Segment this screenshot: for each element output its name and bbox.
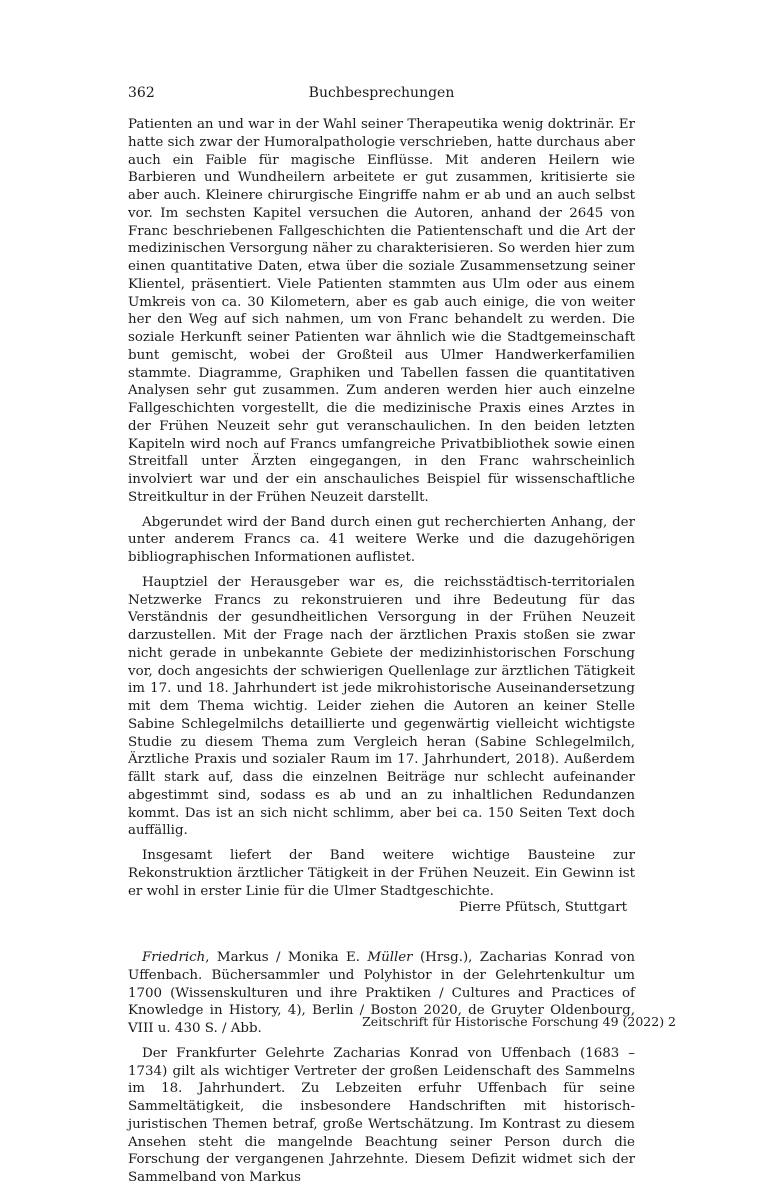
- paragraph: Insgesamt liefert der Band weitere wichtige Bausteine zur Rekonstruktion ärztlicher Tätigkeit in der Frühen Neuzeit. Ein Gewinn ist er wohl in erster Linie für die Ulmer Stadtgeschichte.: [128, 848, 635, 899]
- review-body: Der Frankfurter Gelehrte Zacharias Konrad von Uffenbach (1683 – 1734) gilt als wichtiger Vertreter der großen Leidenschaft des Sammelns im 18. Jahrhundert. Zu Lebzeiten erfuhr Uffenbach für seine Sammeltätigkeit, die insbesondere Handschriften mit historisch-juristischen Themen betraf, große Wertschätzung. Im Kontrast zu diesem Ansehen steht die mangelnde Beachtung seiner Person durch die Forschung der vergangenen Jahrzehnte. Diesem Defizit widmet sich der Sammelband von Markus: [128, 1045, 635, 1185]
- paragraph: Abgerundet wird der Band durch einen gut recherchierten Anhang, der unter anderem Francs ca. 41 weitere Werke und die dazugehörigen bibliographischen Informationen auflistet.: [128, 514, 635, 565]
- journal-footer: Zeitschrift für Historische Forschung 49 (2022) 2: [362, 1014, 676, 1029]
- paragraph: Patienten an und war in der Wahl seiner Therapeutika wenig doktrinär. Er hatte sich zwar der Humoralpathologie verschrieben, hatte durchaus aber auch ein Faible für magische Einflüsse. Mit anderen Heilern wie Barbieren und Wundheilern arbeitete er gut zusammen, kritisierte sie aber auch. Kleinere chirurgische Eingriffe nahm er ab und an auch selbst vor. Im sechsten Kapitel versuchen die Autoren, anhand der 2645 von Franc beschriebenen Fallgeschichten die Patientenschaft und die Art der medizinischen Versorgung näher zu charakterisieren. So werden hier zum einen quantitative Daten, etwa über die soziale Zusammensetzung seiner Klientel, präsentiert. Viele Patienten stammten aus Ulm oder aus einem Umkreis von ca. 30 Kilometern, aber es gab auch einige, die von weiter her den Weg auf sich nahmen, um von Franc behandelt zu werden. Die soziale Herkunft seiner Patienten war ähnlich wie die Stadtgemeinschaft bunt gemischt, wobei der Großteil aus Ulmer Handwerkerfamilien stammte. Diagramme, Graphiken und Tabellen fassen die quantitativen Analysen sehr gut zusammen. Zum anderen werden hier auch einzelne Fallgeschichten vorgestellt, die die medizinische Praxis eines Arztes in der Frühen Neuzeit sehr gut veranschaulichen. In den beiden letzten Kapiteln wird noch auf Francs umfangreiche Privatbibliothek sowie einen Streitfall unter Ärzten eingegangen, in den Franc wahrscheinlich involviert war und der ein anschauliches Beispiel für wissenschaftliche Streitkultur in der Frühen Neuzeit darstellt.: [128, 117, 635, 505]
- section-title: Buchbesprechungen: [308, 85, 455, 101]
- author-surname: Müller: [367, 950, 413, 965]
- citation-text: (Hrsg.), Zacharias Konrad von Uffenbach. Büchersammler und Polyhistor in der Gelehrtenkultur um 1700 (Wissenskulturen und ihre Praktiken / Cultures and Practices of Knowledge in History, 4), Berlin / Boston 2020, de Gruyter Oldenbourg, VIII u. 430 S. / Abb.: [128, 950, 635, 1036]
- reviewer-signature: Pierre Pfütsch, Stuttgart: [459, 900, 627, 916]
- page-number: 362: [128, 85, 155, 101]
- paragraph: Hauptziel der Herausgeber war es, die reichsstädtisch-territorialen Netzwerke Francs zu rekonstruieren und ihre Bedeutung für das Verständnis der gesundheitlichen Versorgung in der Frühen Neuzeit darzustellen. Mit der Frage nach der ärztlichen Praxis stoßen sie zwar nicht gerade in unbekannte Gebiete der medizinhistorischen Forschung vor, doch angesichts der schwierigen Quellenlage zur ärztlichen Tätigkeit im 17. und 18. Jahrhundert ist jede mikrohistorische Auseinandersetzung mit dem Thema wichtig. Leider ziehen die Autoren an keiner Stelle Sabine Schlegelmilchs detaillierte und gegenwärtig vielleicht wichtigste Studie zu diesem Thema zum Vergleich heran (Sabine Schlegelmilch, Ärztliche Praxis und sozialer Raum im 17. Jahrhundert, 2018). Außerdem fällt stark auf, dass die einzelnen Beiträge nur schlecht aufeinander abgestimmt sind, sodass es ab und an zu inhaltlichen Redundanzen kommt. Das ist an sich nicht schlimm, aber bei ca. 150 Seiten Text doch auffällig.: [128, 574, 635, 839]
- citation-text: , Markus / Monika E.: [205, 950, 368, 965]
- author-surname: Friedrich: [142, 950, 206, 965]
